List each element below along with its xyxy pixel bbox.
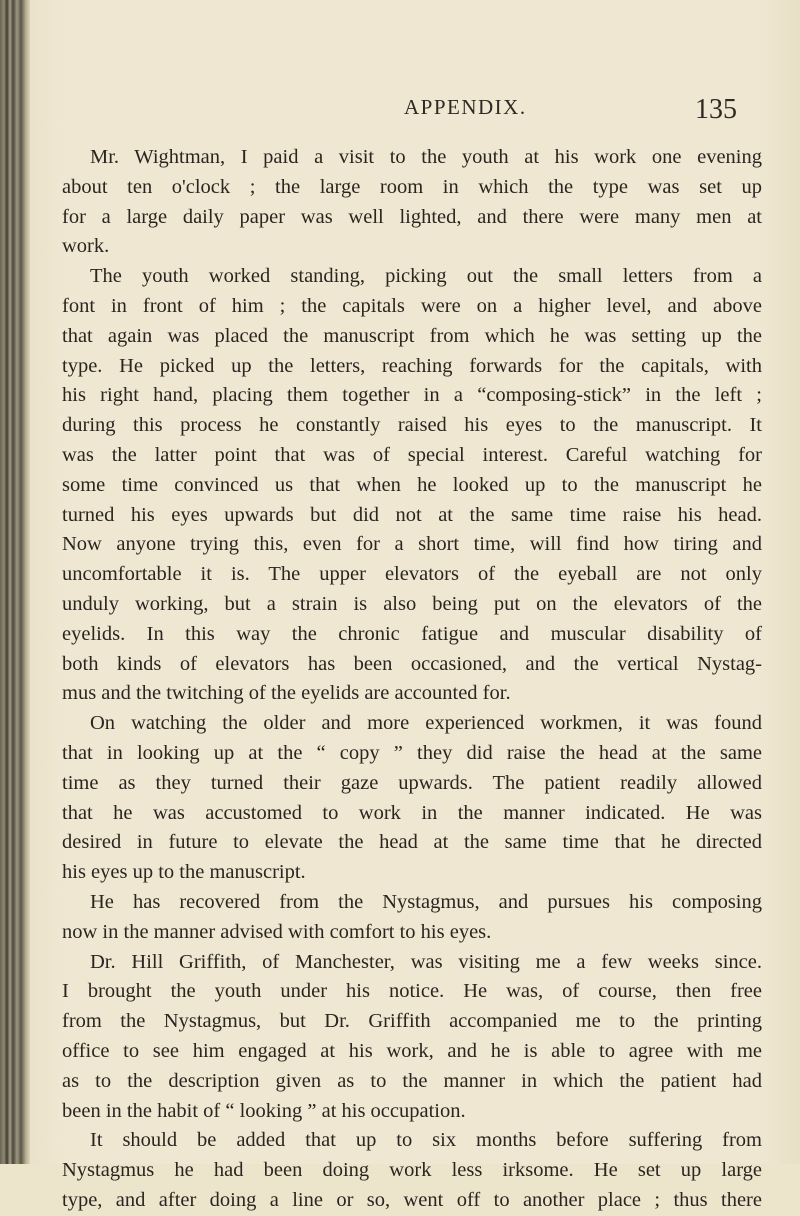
text-line: Now anyone trying this, even for a short time, will find how tiring and: [62, 533, 762, 556]
text-line: It should be added that up to six months before suffering from: [90, 1129, 762, 1152]
text-line: now in the manner advised with comfort to his eyes.: [62, 920, 492, 943]
text-line: that he was accustomed to work in the manner indicated. He was: [62, 801, 762, 824]
text-line: mus and the twitching of the eyelids are accounted for.: [62, 682, 511, 705]
text-line: work.: [62, 235, 110, 258]
text-line: from the Nystagmus, but Dr. Griffith accompanied me to the printing: [62, 1010, 762, 1033]
text-line: that in looking up at the “ copy ” they did raise the head at the same: [62, 741, 762, 764]
text-line: was the latter point that was of special interest. Careful watching for: [62, 443, 762, 466]
text-line: type, and after doing a line or so, went off to another place ; thus there: [62, 1188, 762, 1211]
text-line: Dr. Hill Griffith, of Manchester, was visiting me a few weeks since.: [90, 950, 762, 973]
page-header: [62, 95, 762, 125]
text-line: Nystagmus he had been doing work less irksome. He set up large: [62, 1159, 762, 1182]
text-line: been in the habit of “ looking ” at his occupation.: [62, 1099, 466, 1122]
text-line: turned his eyes upwards but did not at the same time raise his head.: [62, 503, 762, 526]
text-line: desired in future to elevate the head at the same time that he directed: [62, 831, 762, 854]
book-spine-edge: [0, 0, 30, 1164]
text-line: The youth worked standing, picking out the small letters from a: [90, 265, 762, 288]
text-line: On watching the older and more experienced workmen, it was found: [90, 712, 762, 735]
text-line: for a large daily paper was well lighted, and there were many men at: [62, 205, 762, 228]
text-line: office to see him engaged at his work, and he is able to agree with me: [62, 1039, 762, 1062]
text-line: his eyes up to the manuscript.: [62, 861, 306, 884]
running-head: APPENDIX.: [404, 95, 527, 119]
text-line: that again was placed the manuscript from which he was setting up the: [62, 324, 762, 347]
text-line: unduly working, but a strain is also being put on the elevators of the: [62, 592, 762, 615]
text-line: about ten o'clock ; the large room in which the type was set up: [62, 175, 762, 198]
text-line: He has recovered from the Nystagmus, and pursues his composing: [90, 890, 762, 913]
page-number: 135: [695, 94, 737, 125]
text-line: type. He picked up the letters, reaching forwards for the capitals, with: [62, 354, 762, 377]
text-line: font in front of him ; the capitals were on a higher level, and above: [62, 294, 762, 317]
text-line: his right hand, placing them together in a “composing-stick” in the left ;: [62, 384, 762, 407]
body-text: [62, 143, 762, 1216]
text-line: as to the description given as to the manner in which the patient had: [62, 1069, 762, 1092]
text-line: both kinds of elevators has been occasioned, and the vertical Nystag-: [62, 652, 762, 675]
text-line: during this process he constantly raised his eyes to the manuscript. It: [62, 414, 762, 437]
text-line: eyelids. In this way the chronic fatigue and muscular disability of: [62, 622, 762, 645]
text-line: Mr. Wightman, I paid a visit to the youth at his work one evening: [90, 146, 762, 168]
text-line: uncomfortable it is. The upper elevators of the eyeball are not only: [62, 563, 762, 586]
text-line: time as they turned their gaze upwards. The patient readily allowed: [62, 771, 762, 794]
text-line: some time convinced us that when he looked up to the manuscript he: [62, 473, 762, 496]
text-line: I brought the youth under his notice. He was, of course, then free: [62, 980, 762, 1003]
